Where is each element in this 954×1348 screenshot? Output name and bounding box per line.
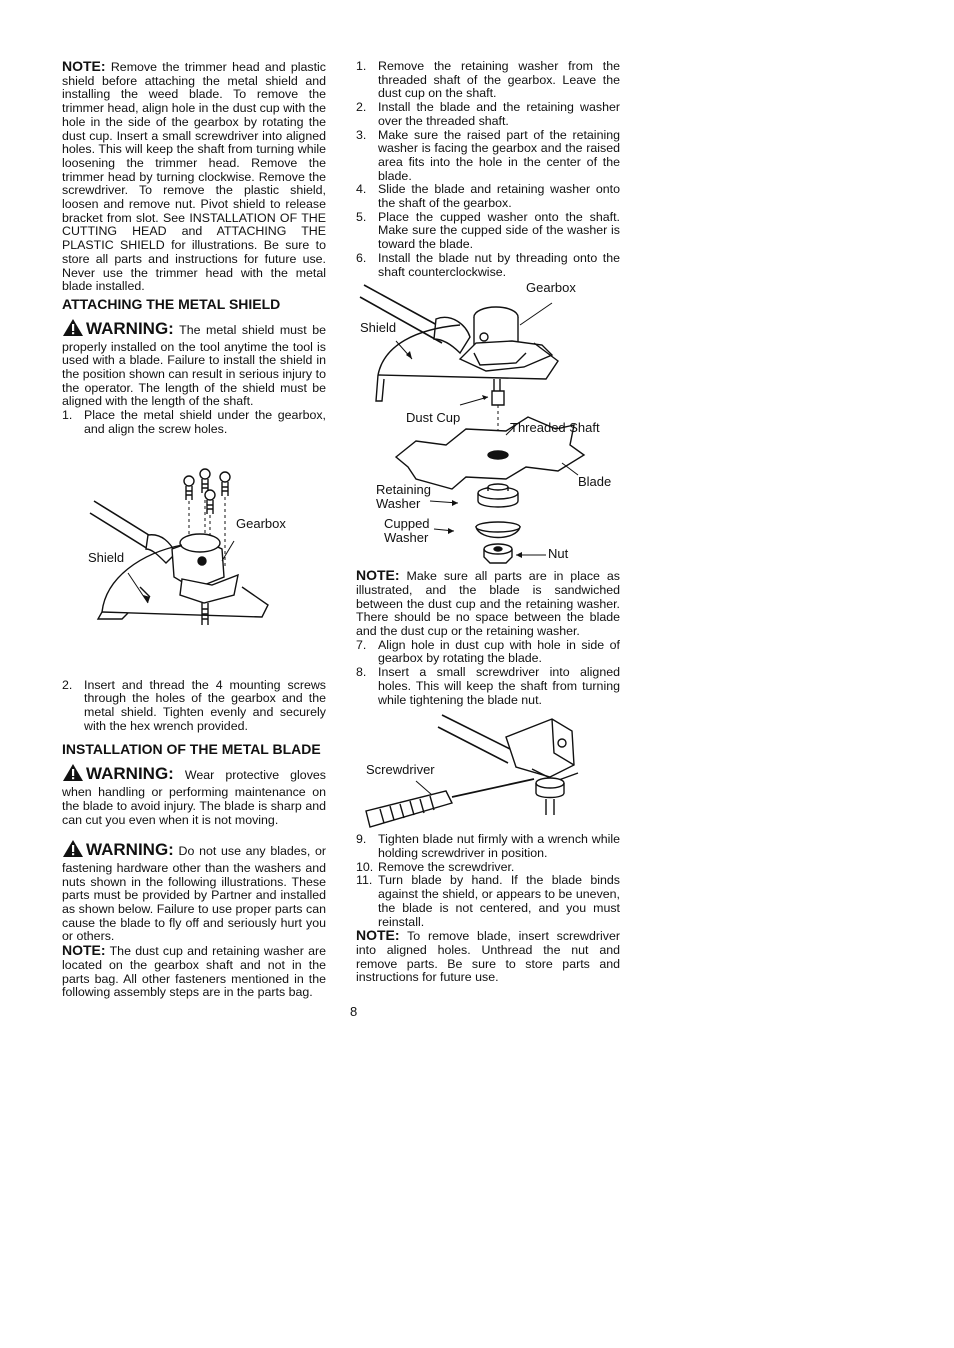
label-shield: Shield — [88, 549, 125, 565]
label-gearbox: Gearbox — [236, 515, 286, 531]
label-nut: Nut — [548, 546, 569, 562]
step-number: 11. — [356, 873, 373, 888]
warning-proper-parts — [62, 839, 326, 944]
step-number: 4. — [356, 182, 367, 197]
left-column — [62, 60, 326, 1000]
label-cupped-washer-line2: Washer — [384, 530, 429, 546]
warning-metal-shield — [62, 318, 326, 409]
label-cupped-washer-line1: Cupped — [384, 516, 430, 532]
right-column — [356, 60, 620, 985]
step-number: 1. — [356, 59, 367, 73]
note-remove-trimmer-head — [62, 60, 326, 294]
warning-text: Do not use any blades, or fastening hardware other than the washers and nuts shown in the following illustrations. These parts must be provided by Partner and installed as shown below. Failure to use proper parts can cause the blade to fly off and seriously hurt you or others. — [62, 844, 326, 944]
step-text: Insert and thread the 4 mounting screws through the holes of the gearbox and the metal shield. Tighten evenly and securely with the hex wrench provided. — [84, 677, 326, 733]
list-item — [356, 874, 620, 929]
heading-installation-metal-blade: INSTALLATION OF THE METAL BLADE — [62, 741, 321, 758]
steps-blade-b — [356, 639, 620, 708]
step-text: Place the metal shield under the gearbox, and align the screw holes. — [84, 408, 326, 436]
warning-text: Wear protective gloves when handling or performing maintenance on the blade to avoid injury. The blade is sharp and can cut you even when it is not moving. — [62, 768, 326, 827]
step-number: 2. — [356, 100, 367, 115]
figure-screwdriver — [356, 707, 620, 833]
list-item — [62, 409, 326, 436]
list-item — [356, 639, 620, 666]
warning-label: WARNING: — [86, 764, 174, 784]
label-dust-cup: Dust Cup — [406, 410, 461, 426]
step-text: Place the cupped washer onto the shaft. Make sure the cupped side of the washer is toward the blade. — [378, 209, 620, 252]
screw-2 — [200, 469, 210, 493]
note-dust-cup — [62, 944, 326, 1000]
list-item — [356, 60, 620, 101]
screw-4 — [205, 490, 215, 514]
note-parts-in-place — [356, 569, 620, 639]
warning-triangle-icon — [62, 763, 84, 786]
note-text: Remove the trimmer head and plastic shield before attaching the metal shield and installing the weed blade. To remove the trimmer head, align hole in the dust cup with the hole in the side of the gearbox by rotating the dust cup. Insert a small screwdriver into aligned holes. This will keep the shaft from turning while loosening the trimmer head. Remove the trimmer head by turning clockwise. Remove the screwdriver. To remove the plastic shield, loosen and remove nut. Pivot shield to release bracket from slot. See INSTALLATION OF THE CUTTING HEAD and ATTACHING THE PLASTIC SHIELD for illustrations. Be sure to store all parts and instructions for future use. Never use the trimmer head with the metal blade installed. — [62, 60, 326, 294]
list-item — [356, 101, 620, 128]
step-text: Align hole in dust cup with hole in side of gearbox by rotating the blade. — [378, 637, 620, 666]
note-remove-blade — [356, 929, 620, 985]
figure-metal-shield — [62, 437, 326, 679]
list-item — [356, 666, 620, 707]
note-label: NOTE: — [356, 927, 400, 944]
warning-label: WARNING: — [86, 840, 174, 860]
label-shield: Shield — [360, 320, 397, 336]
note-text: Make sure all parts are in place as illustrated, and the blade is sandwiched between the dust cup and the retaining washer. There should be no space between the blade and the dust cup or the retaining washer. — [356, 569, 620, 639]
warning-protective-gloves — [62, 763, 326, 827]
steps-shield-a — [62, 409, 326, 436]
screw-3 — [220, 472, 230, 496]
step-number: 5. — [356, 209, 367, 224]
label-screwdriver: Screwdriver — [366, 762, 435, 778]
step-text: Install the blade and the retaining washer over the threaded shaft. — [378, 100, 620, 128]
step-text: Turn blade by hand. If the blade binds against the shield, or appears to be uneven, the blade is not centered, and you must reinstall. — [378, 873, 620, 929]
note-label: NOTE: — [62, 942, 106, 959]
label-blade: Blade — [578, 474, 612, 490]
steps-blade-a — [356, 60, 620, 279]
note-label: NOTE: — [356, 567, 400, 584]
note-text: To remove blade, insert screwdriver into aligned holes. Unthread the nut and remove parts. Be sure to store parts and instructions for future use. — [356, 929, 620, 985]
step-number: 9. — [356, 832, 367, 847]
step-text: Insert a small screwdriver into aligned holes. This will keep the shaft from turning while tightening the blade nut. — [378, 665, 620, 707]
step-number: 2. — [62, 677, 73, 692]
warning-triangle-icon — [62, 318, 84, 341]
list-item — [62, 679, 326, 734]
figure-blade-assembly — [356, 279, 620, 569]
step-number: 1. — [62, 408, 73, 423]
list-item — [356, 861, 620, 875]
step-text: Tighten blade nut firmly with a wrench while holding screwdriver in position. — [378, 832, 620, 860]
page-number: 8 — [350, 1004, 358, 1019]
step-number: 3. — [356, 127, 367, 142]
list-item — [356, 833, 620, 860]
warning-triangle-icon — [62, 839, 84, 862]
label-retaining-washer-line1: Retaining — [376, 482, 431, 498]
step-text: Install the blade nut by threading onto the shaft counterclockwise. — [378, 250, 620, 279]
step-text: Slide the blade and retaining washer onto the shaft of the gearbox. — [378, 182, 620, 211]
step-text: Remove the retaining washer from the threaded shaft of the gearbox. Leave the dust cup on the shaft. — [378, 59, 620, 101]
warning-label: WARNING: — [86, 318, 174, 338]
list-item — [356, 129, 620, 184]
heading-attaching-metal-shield: ATTACHING THE METAL SHIELD — [62, 295, 281, 312]
label-threaded-shaft: Threaded Shaft — [510, 420, 600, 436]
step-number: 7. — [356, 637, 367, 652]
warning-text: The metal shield must be properly installed on the tool anytime the tool is used with a blade. Failure to install the shield in the position shown can result in serious injury to the operator. The length of the shield must be aligned with the length of the shaft. — [62, 322, 326, 409]
note-label: NOTE: — [62, 58, 106, 74]
step-number: 10. — [356, 859, 374, 874]
screw-1 — [184, 476, 194, 500]
label-retaining-washer-line2: Washer — [376, 496, 421, 512]
step-number: 8. — [356, 665, 367, 680]
note-text: The dust cup and retaining washer are located on the gearbox shaft and not in the parts bag. All other fasteners mentioned in the following assembly steps are in the parts bag. — [62, 944, 326, 1000]
list-item — [356, 252, 620, 279]
step-text: Make sure the raised part of the retaining washer is facing the gearbox and the raised area fits into the hole in the center of the blade. — [378, 127, 620, 183]
steps-blade-c — [356, 833, 620, 929]
step-text: Remove the screwdriver. — [378, 859, 515, 874]
list-item — [356, 183, 620, 210]
label-gearbox: Gearbox — [526, 280, 576, 296]
step-number: 6. — [356, 250, 367, 265]
list-item — [356, 211, 620, 252]
steps-shield-b — [62, 679, 326, 734]
